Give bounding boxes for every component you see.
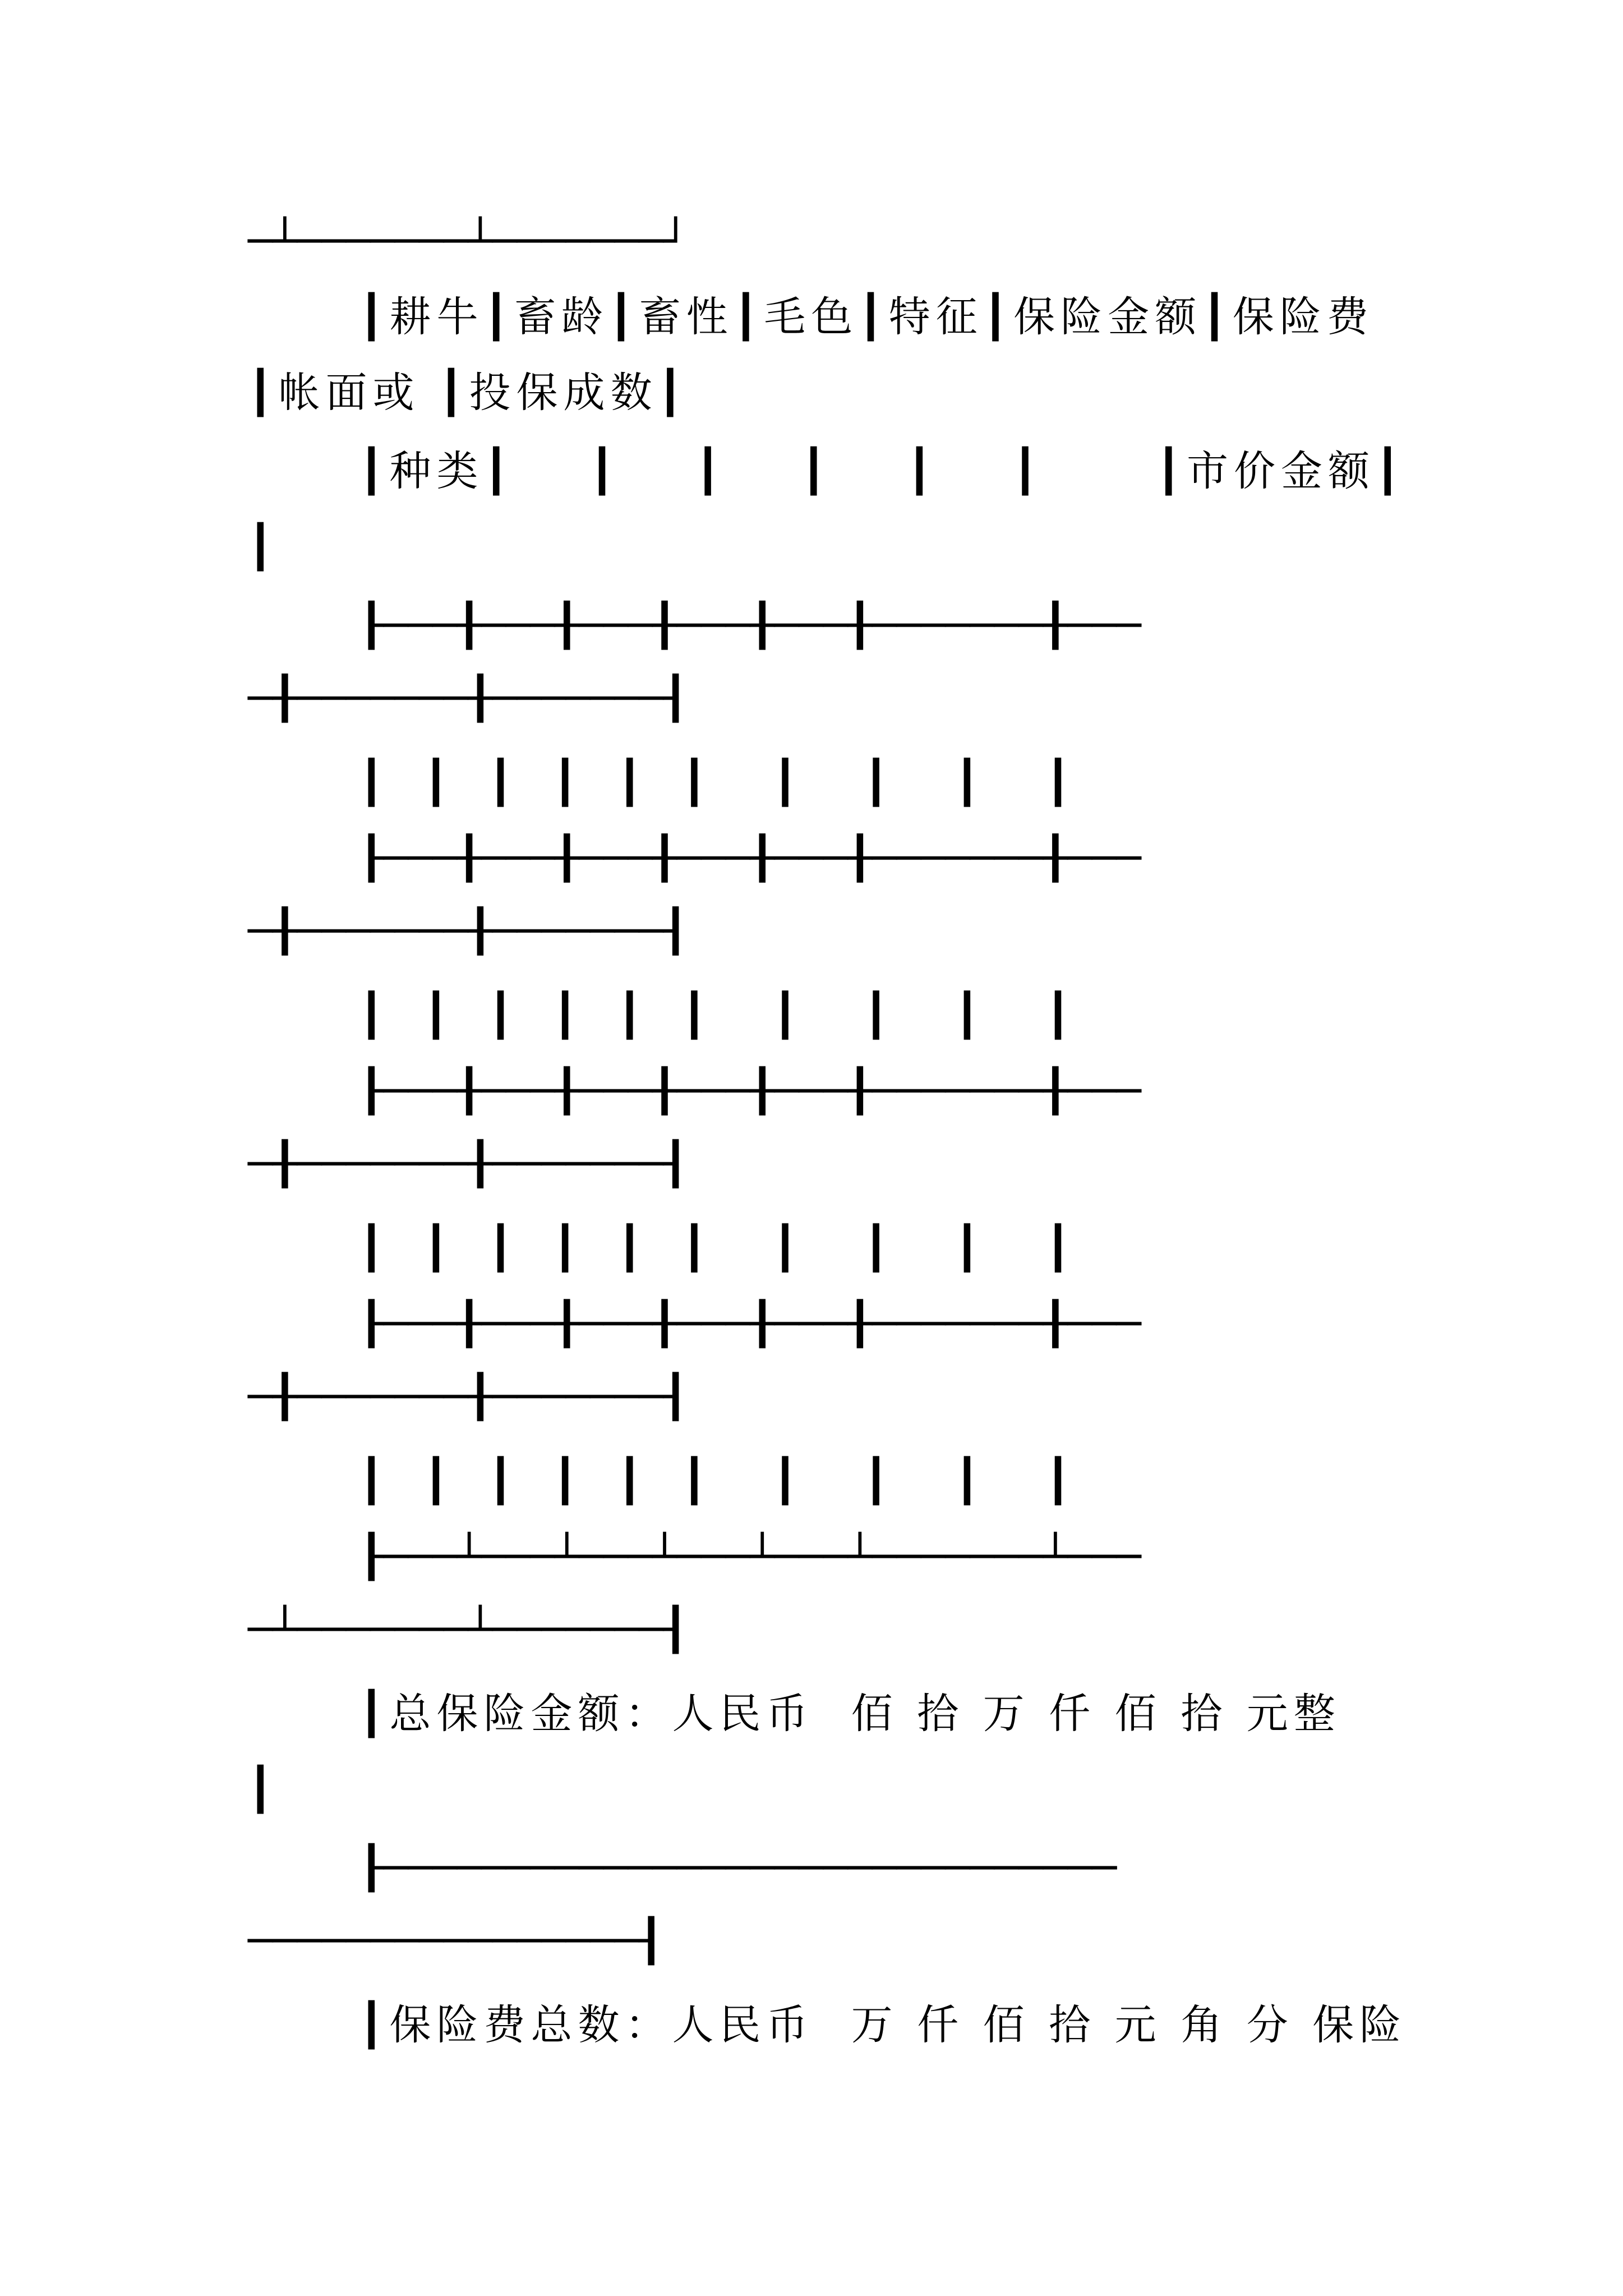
table-cell-border: ┃ xyxy=(248,523,273,571)
table-rule: ┠───╂───╂───╂───╂───╂───────╂─── xyxy=(359,834,1141,882)
table-rule: ┠───╂───╂───╂───╂───╂───────╂─── xyxy=(359,601,1141,650)
table-header-row: ┃种类┃ ┃ ┃ ┃ ┃ ┃ ┃市价金额┃ xyxy=(359,447,1406,495)
table-row: ┃ ┃ ┃ ┃ ┃ ┃ ┃ ┃ ┃ ┃ xyxy=(359,991,1071,1039)
table-header-row: ┃耕牛┃畜龄┃畜性┃毛色┃特征┃保险金额┃保险费 xyxy=(359,293,1374,341)
table-rule: ┠────────────────────────────── xyxy=(359,1844,1117,1892)
table-rule: ┠───╂───╂───╂───╂───╂───────╂─── xyxy=(359,1300,1141,1348)
table-rule: ─╂───────╂───────┨ xyxy=(248,1373,688,1421)
table-rule: ┠───┴───┴───┴───┴───┴───────┴─── xyxy=(359,1533,1141,1581)
table-rule: ─┴───────┴───────┘ xyxy=(248,217,688,265)
table-rule: ┠───╂───╂───╂───╂───╂───────╂─── xyxy=(359,1067,1141,1115)
total-insured-amount-row: ┃总保险金额：人民币 佰 拾 万 仟 佰 拾 元整 xyxy=(359,1690,1341,1738)
table-rule: ─╂───────╂───────┨ xyxy=(248,674,688,723)
table-header-row: ┃帐面或 ┃投保成数┃ xyxy=(248,369,689,417)
table-row: ┃ ┃ ┃ ┃ ┃ ┃ ┃ ┃ ┃ ┃ xyxy=(359,1457,1071,1505)
table-rule: ────────────────┨ xyxy=(248,1917,663,1965)
table-cell-border: ┃ xyxy=(248,1765,273,1814)
table-row: ┃ ┃ ┃ ┃ ┃ ┃ ┃ ┃ ┃ ┃ xyxy=(359,758,1071,807)
table-rule: ─╂───────╂───────┨ xyxy=(248,1140,688,1188)
total-premium-row: ┃保险费总数：人民币 万 仟 佰 拾 元 角 分 保险 xyxy=(359,2001,1407,2049)
table-row: ┃ ┃ ┃ ┃ ┃ ┃ ┃ ┃ ┃ ┃ xyxy=(359,1224,1071,1272)
table-rule: ─╂───────╂───────┨ xyxy=(248,907,688,955)
table-rule: ─┴───────┴───────┨ xyxy=(248,1605,688,1654)
